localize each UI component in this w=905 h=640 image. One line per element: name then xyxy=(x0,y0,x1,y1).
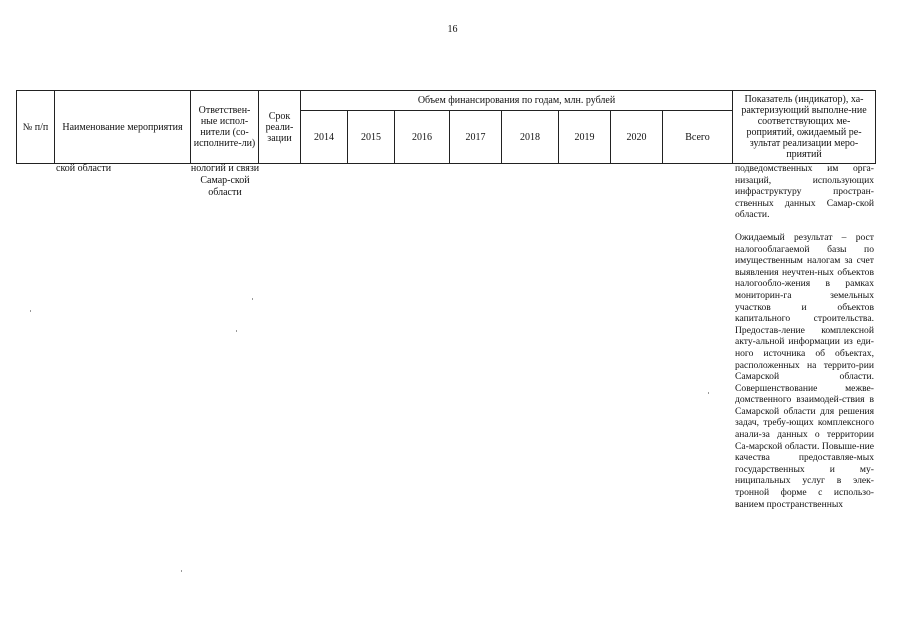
header-year-2016: 2016 xyxy=(395,111,450,164)
header-executor: Ответствен-ные испол-нители (со-исполните-ли) xyxy=(191,91,259,164)
header-indicator: Показатель (индикатор), ха-рактеризующий выполне-ние соответствующих ме-роприятий, ожидаемый ре-зультат реализации меро-приятий xyxy=(733,91,876,164)
header-total: Всего xyxy=(663,111,733,164)
executor-cell: нологий и связи Самар-ской области xyxy=(190,163,260,198)
header-year-2020: 2020 xyxy=(611,111,663,164)
scan-speck xyxy=(252,298,253,300)
header-year-2014: 2014 xyxy=(301,111,348,164)
header-name: Наименование мероприятия xyxy=(55,91,191,164)
indicator-paragraph-1: подведомственных им орга-низаций, использующих инфраструктуру простран-ственных данных Самар-ской области. xyxy=(735,163,874,221)
header-year-2015: 2015 xyxy=(348,111,395,164)
activity-name-cell: ской области xyxy=(56,163,112,174)
scan-speck xyxy=(181,570,182,572)
header-number: № п/п xyxy=(17,91,55,164)
header-year-2019: 2019 xyxy=(559,111,611,164)
header-year-2017: 2017 xyxy=(450,111,502,164)
header-period: Срок реали-зации xyxy=(259,91,301,164)
header-year-2018: 2018 xyxy=(502,111,559,164)
page-number: 16 xyxy=(447,24,458,35)
scan-speck xyxy=(708,392,709,394)
scan-speck xyxy=(236,330,237,332)
program-table-header xyxy=(16,90,876,164)
header-funding-group: Объем финансирования по годам, млн. рублей xyxy=(301,91,733,111)
scan-speck xyxy=(30,310,31,312)
indicator-cell xyxy=(735,163,874,510)
indicator-paragraph-2: Ожидаемый результат – рост налогооблагаемой базы по имущественным налогам за счет выявления неучтен-ных объектов налогообло-жения в рамках мониторин-га земельных участков и объектов капитального строительства. Предостав-ление комплексной акту-альной информации из еди-ного источника об объектах, расположенных на террито-рии Самарской области. Совершенствование межве-домственного взаимодей-ствия в Самарской области для решения задач, требу-ющих комплексного анали-за данных о территории Са-марской области. Повыше-ние качества предоставляе-мых государственных и му-ниципальных услуг в элек-тронной форме с использо-ванием пространственных xyxy=(735,231,874,510)
